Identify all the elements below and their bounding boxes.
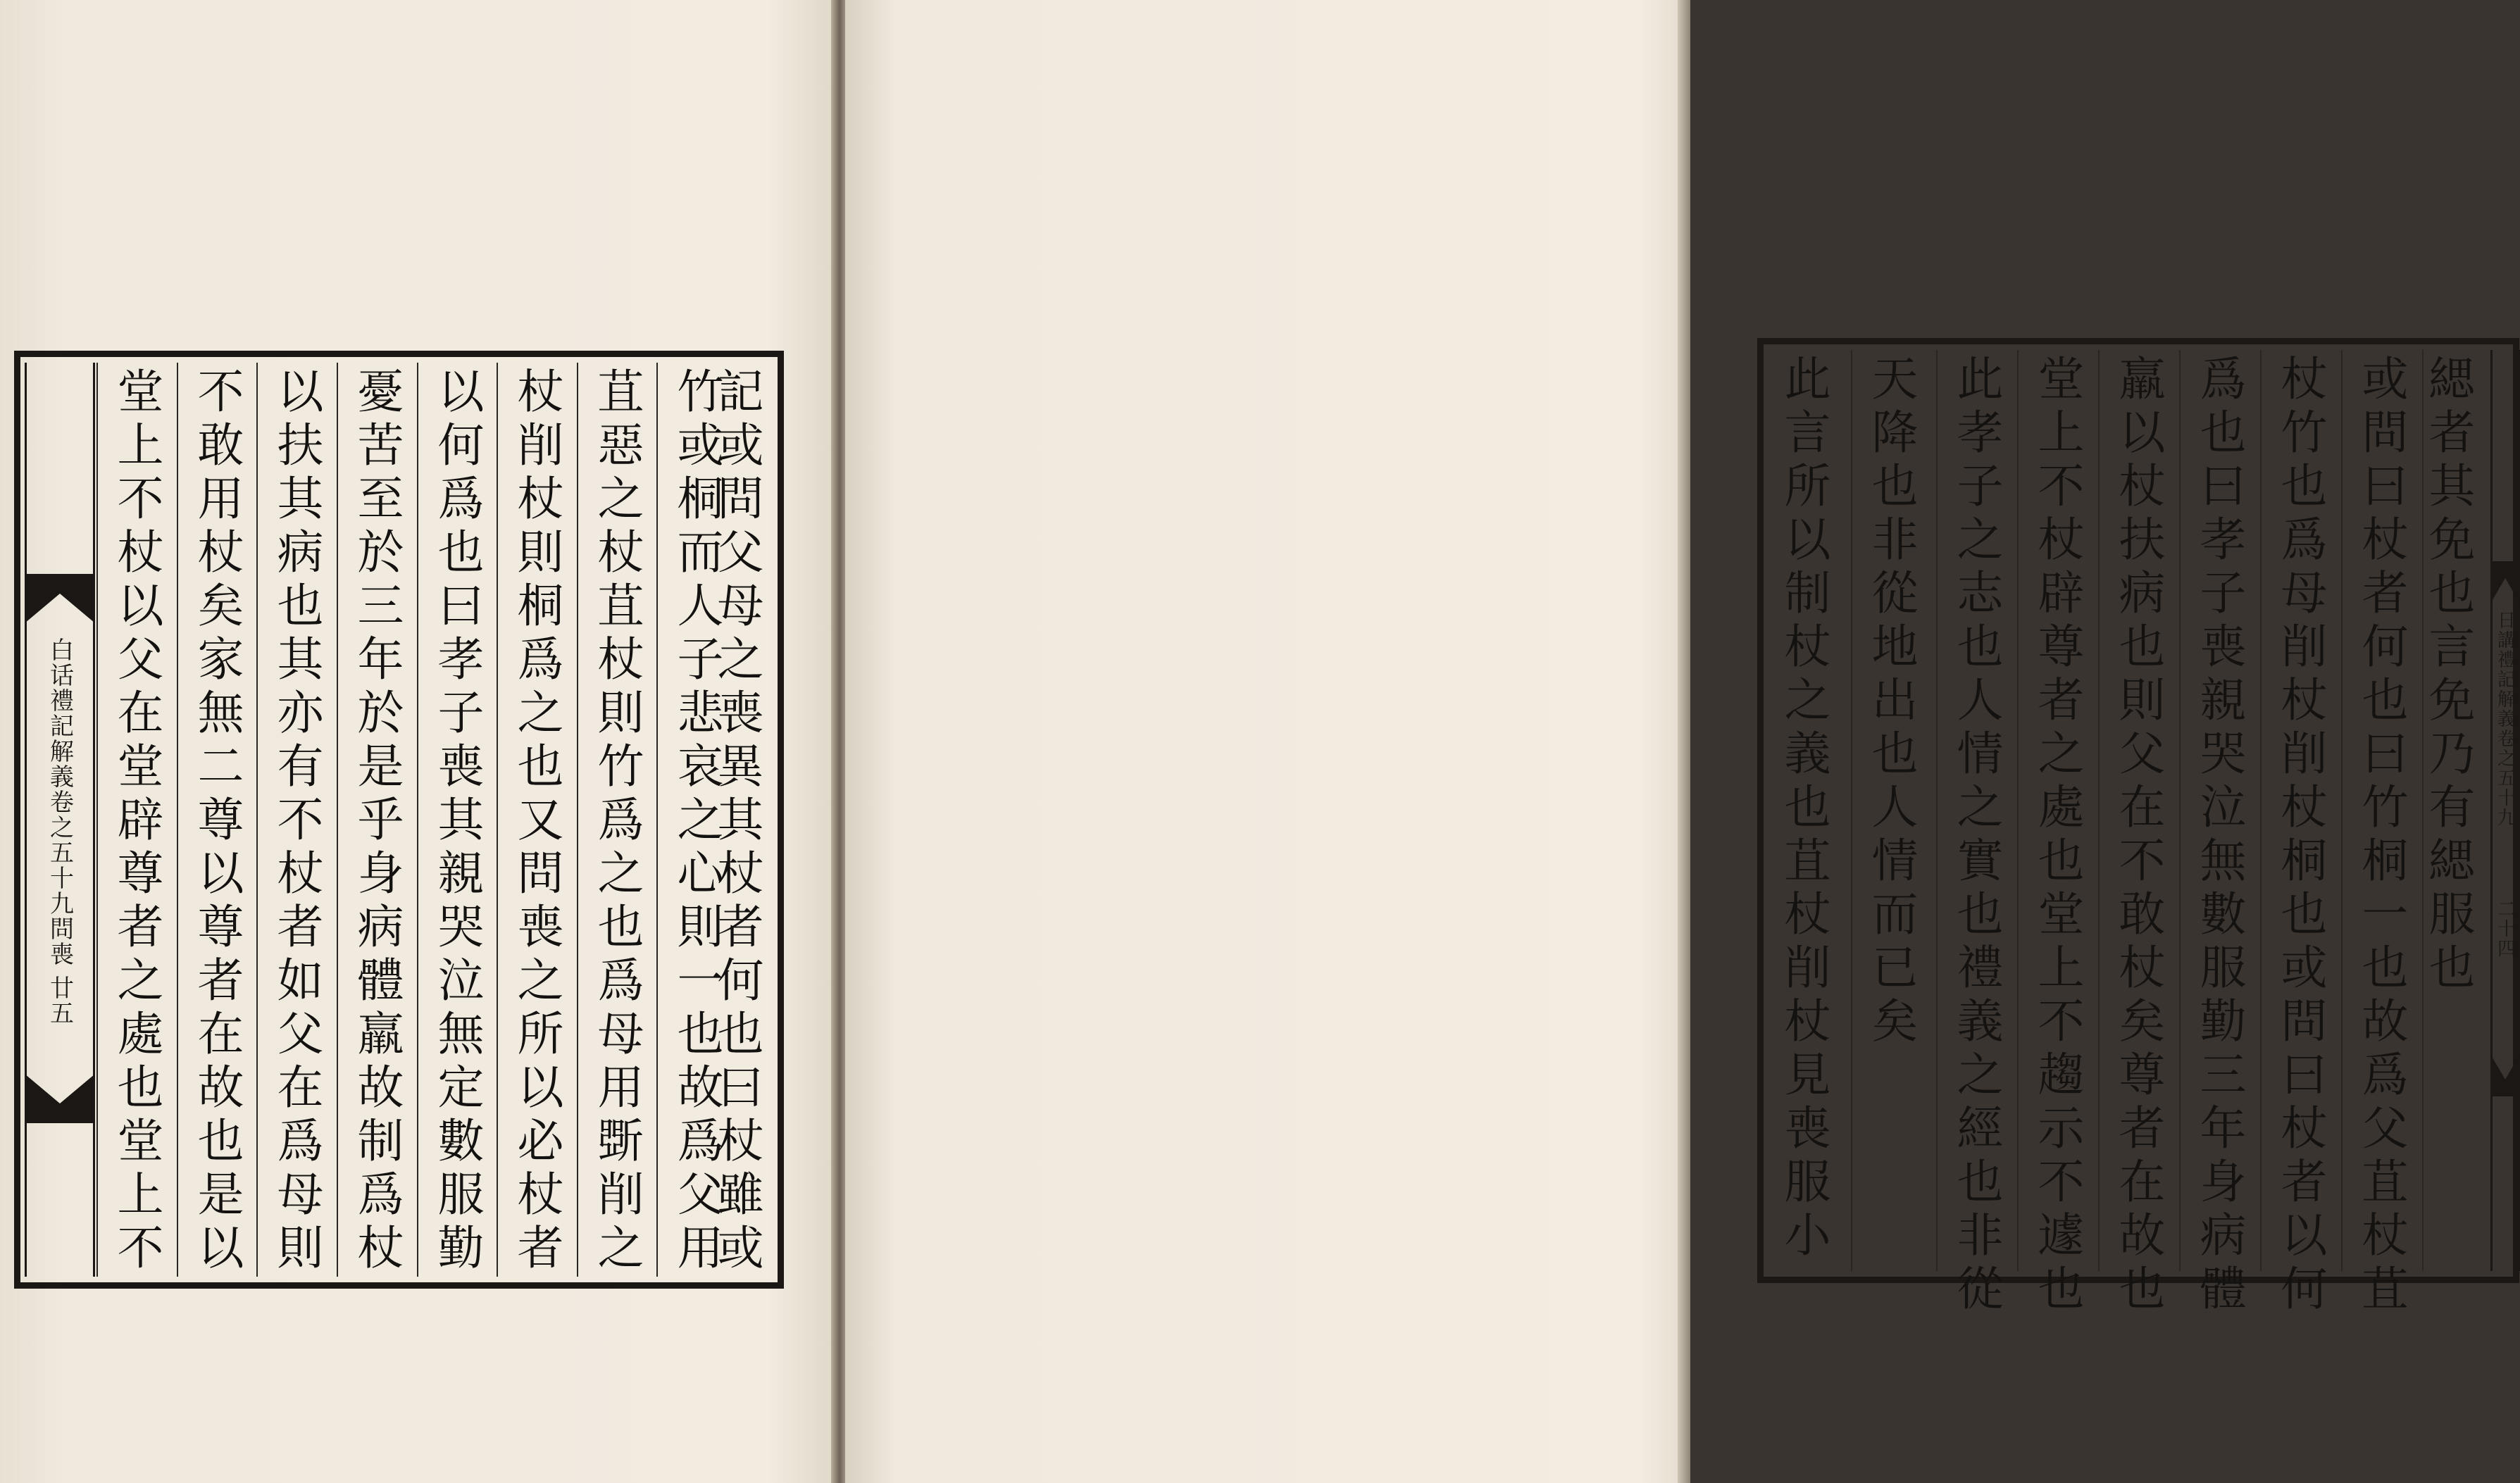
text-column-2: 或問曰杖者何也曰竹桐一也故爲父苴杖苴 xyxy=(2354,354,2408,1318)
left-text-frame xyxy=(14,351,784,1289)
left-folio-number: 廿五 xyxy=(45,975,74,1026)
right-text-frame xyxy=(1757,338,2519,1318)
right-page xyxy=(845,0,2516,1483)
text-column-4: 杖削杖則桐爲之也又問喪之所以必杖者 xyxy=(509,367,563,1277)
text-column-3: 杖竹也爲母削杖削杖桐也或問曰杖者以何 xyxy=(2273,354,2327,1318)
left-page xyxy=(0,0,835,1483)
right-fishtail-bottom xyxy=(2490,1054,2520,1096)
text-column-9: 堂上不杖以父在堂辟尊者之處也堂上不 xyxy=(109,367,163,1277)
text-column-1: 記或問父母之喪異其杖者何也曰杖雖或 xyxy=(709,367,763,1277)
left-ban-xin xyxy=(25,363,95,1277)
text-column-9: 此言所以制杖之義也苴杖削杖見喪服小 xyxy=(1776,354,1830,1264)
text-column-5: 羸以杖扶病也則父在不敢杖矣尊者在故也 xyxy=(2111,354,2165,1318)
text-column-3: 苴惡之杖苴杖則竹爲之也爲母用斲削之 xyxy=(590,367,644,1277)
text-column-8: 不敢用杖矣家無二尊以尊者在故也是以 xyxy=(189,367,244,1277)
text-column-5: 以何爲也曰孝子喪其親哭泣無定數服勤 xyxy=(430,367,484,1277)
text-column-2: 竹或桐而人子悲哀之心則一也故爲父用 xyxy=(669,367,723,1277)
left-fishtail-bottom xyxy=(25,1074,95,1123)
text-column-6: 堂上不杖辟尊者之處也堂上不趨示不遽也 xyxy=(2030,354,2084,1318)
text-column-4: 爲也曰孝子喪親哭泣無數服勤三年身病體 xyxy=(2192,354,2246,1318)
left-ban-title: 白话禮記解義卷之五十九問喪 xyxy=(45,637,74,967)
right-folio-number: 二十四 xyxy=(2494,899,2516,958)
text-column-8: 天降也非從地出也人情而已矣 xyxy=(1864,354,1918,1050)
text-column-1: 緦者其免也言免乃有緦服也 xyxy=(2421,354,2475,996)
page-edge xyxy=(1678,0,1690,1483)
text-column-7: 此孝子之志也人情之實也禮義之經也非從 xyxy=(1949,354,2003,1318)
right-ban-title: 日講禮記解義卷之五十九 xyxy=(2494,611,2516,827)
text-column-7: 以扶其病也其亦有不杖者如父在爲母則 xyxy=(269,367,323,1277)
right-fishtail-top xyxy=(2490,561,2520,603)
text-column-6: 憂苦至於三年於是乎身病體羸故制爲杖 xyxy=(349,367,404,1277)
right-ban-xin xyxy=(2490,350,2520,1271)
left-fishtail-top xyxy=(25,574,95,623)
